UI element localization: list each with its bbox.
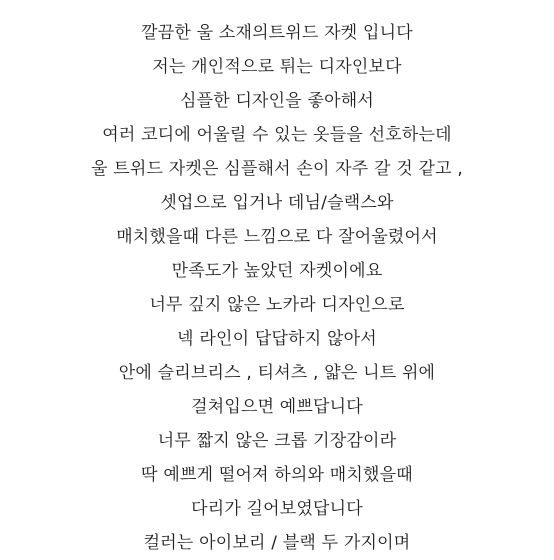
description-line: 걸쳐입으면 예쁘답니다: [191, 397, 363, 417]
description-line: 여러 코디에 어울릴 수 있는 옷들을 선호하는데: [102, 125, 452, 145]
description-line: 다리가 길어보였답니다: [191, 499, 363, 519]
description-line: 너무 짧지 않은 크롭 기장감이라: [157, 431, 397, 451]
description-line-partial: [0, 0, 554, 16]
description-line: 넥 라인이 답답하지 않아서: [177, 329, 377, 349]
description-line: 셋업으로 입거나 데님/슬랙스와: [160, 193, 394, 213]
description-line: 깔끔한 울 소재의트위드 자켓 입니다: [141, 23, 413, 43]
description-line: 매치했을때 다른 느낌으로 다 잘어울렸어서: [116, 227, 438, 247]
description-line: 만족도가 높았던 자켓이에요: [171, 261, 383, 281]
description-line: 딱 예쁘게 떨어져 하의와 매치했을때: [141, 465, 413, 485]
description-line: 컬러는 아이보리 / 블랙 두 가지이며: [143, 533, 411, 553]
description-line: 심플한 디자인을 좋아해서: [179, 91, 375, 111]
description-line: 너무 깊지 않은 노카라 디자인으로: [149, 295, 405, 315]
description-line: 저는 개인적으로 튀는 디자인보다: [152, 57, 402, 77]
description-line: 울 트위드 자켓은 심플해서 손이 자주 갈 것 같고 ,: [91, 159, 463, 179]
description-line: 안에 슬리브리스 , 티셔츠 , 얇은 니트 위에: [118, 363, 436, 383]
